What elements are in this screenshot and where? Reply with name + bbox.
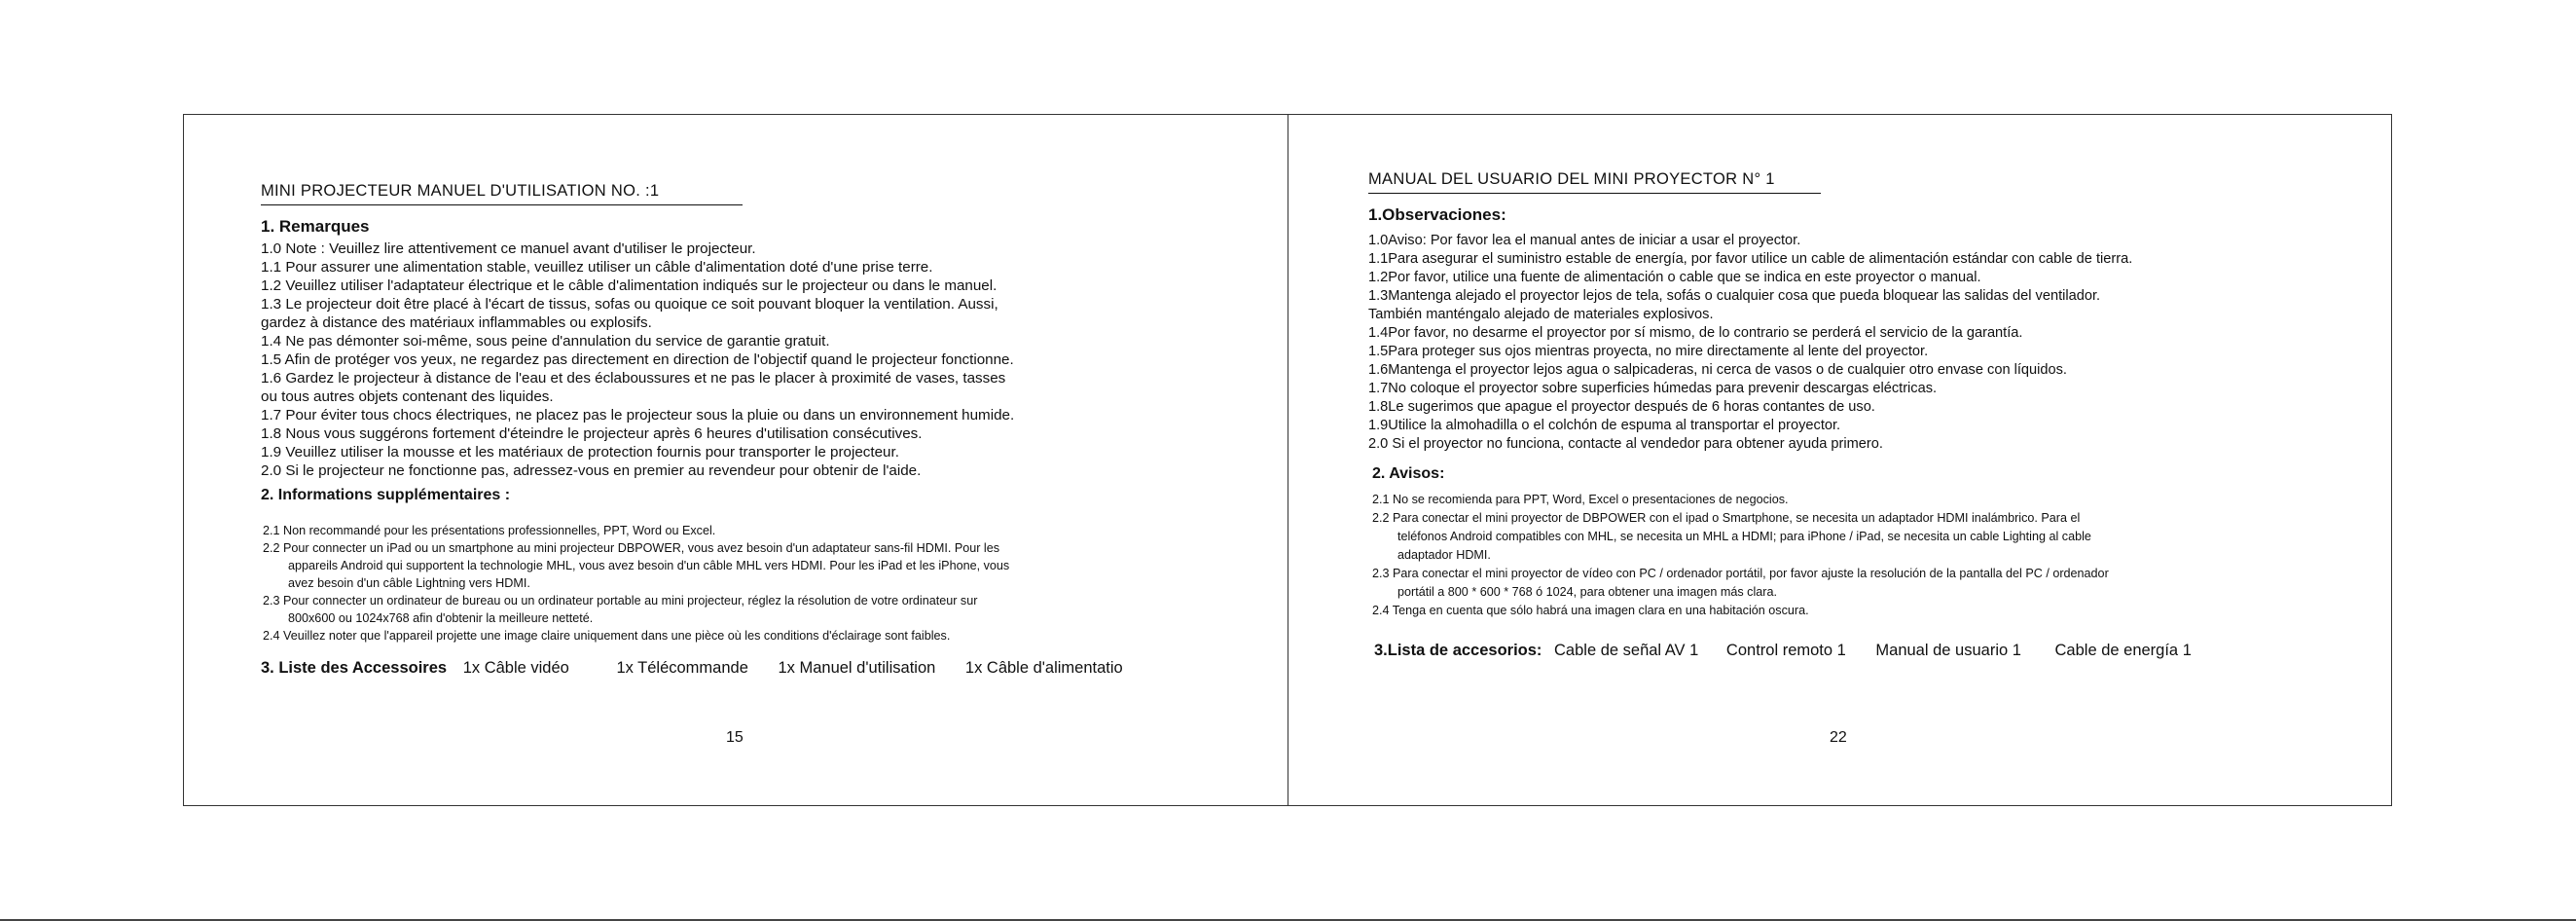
text-line: 1.1Para asegurar el suministro estable de energía, por favor utilice un cable de alimentación estándar con cable de tierra. [1368,251,2133,267]
text-line: 1.5Para proteger sus ojos mientras proyecta, no mire directamente al lente del proyector. [1368,344,1929,359]
accessory-item: Control remoto 1 [1725,642,1846,659]
section-heading: 2. Avisos: [1372,465,1445,482]
page-number: 15 [726,729,744,746]
text-line: 1.5 Afin de protéger vos yeux, ne regardez pas directement en direction de l'objectif quand le projecteur fonctionne. [261,351,1014,368]
text-line: 1.0 Note : Veuillez lire attentivement ce manuel avant d'utiliser le projecteur. [261,240,756,257]
text-line: ou tous autres objets contenant des liquides. [261,388,554,405]
text-line: 1.6Mantenga el proyector lejos agua o salpicaderas, ni cerca de vasos o de cualquier otro envase con líquidos. [1368,362,2067,378]
page-title: MINI PROJECTEUR MANUEL D'UTILISATION NO. :1 [261,182,743,205]
accessory-item: Manual de usuario 1 [1875,642,2021,659]
text-line: 1.4 Ne pas démonter soi-même, sous peine d'annulation du service de garantie gratuit. [261,333,830,350]
text-line: 1.7 Pour éviter tous chocs électriques, ne placez pas le projecteur sous la pluie ou dans un environnement humide. [261,407,1015,424]
text-line: 1.8 Nous vous suggérons fortement d'éteindre le projecteur après 6 heures d'utilisation consécutives. [261,425,923,442]
text-line: avez besoin d'un câble Lightning vers HDMI. [288,576,530,590]
accessories-list [261,659,1123,678]
accessory-item: 1x Manuel d'utilisation [778,659,936,677]
accessory-item: 1x Câble d'alimentatio [964,659,1123,677]
text-line: 1.2Por favor, utilice una fuente de alimentación o cable que se indica en este proyector o manual. [1368,270,1981,285]
text-line: 1.3 Le projecteur doit être placé à l'écart de tissus, sofas ou quoique ce soit pouvant bloquer la ventilation. Aussi, [261,296,998,313]
text-line: appareils Android qui supportent la technologie MHL, vous avez besoin d'un câble MHL vers HDMI. Pour les iPad et les iPhone, vous [288,559,1010,572]
text-line: 1.2 Veuillez utiliser l'adaptateur électrique et le câble d'alimentation indiqués sur le projecteur ou dans le manuel. [261,277,998,294]
text-line: adaptador HDMI. [1397,548,1491,562]
text-line: 1.9 Veuillez utiliser la mousse et les matériaux de protection fournis pour transporter le projecteur. [261,444,899,460]
text-line: 1.6 Gardez le projecteur à distance de l'eau et des éclaboussures et ne pas le placer à proximité de vases, tasses [261,370,1006,387]
text-line: teléfonos Android compatibles con MHL, se necesita un MHL a HDMI; para iPhone / iPad, se necesita un cable Lighting al cable [1397,530,2091,543]
page-number: 22 [1830,729,1847,746]
section-heading: 1.Observaciones: [1368,205,1506,224]
text-line: 2.4 Tenga en cuenta que sólo habrá una imagen clara en una habitación oscura. [1372,604,1809,617]
text-line: 1.0Aviso: Por favor lea el manual antes de iniciar a usar el proyector. [1368,233,1801,248]
section-heading: 2. Informations supplémentaires : [261,487,511,503]
section-heading: 1. Remarques [261,217,370,236]
text-line: portátil a 800 * 600 * 768 ó 1024, para obtener una imagen más clara. [1397,585,1777,599]
accessory-item: Cable de señal AV 1 [1554,642,1699,659]
text-line: gardez à distance des matériaux inflammables ou explosifs. [261,314,652,331]
text-line: 1.1 Pour assurer une alimentation stable, veuillez utiliser un câble d'alimentation doté d'une prise terre. [261,259,933,276]
section-heading: 3.Lista de accesorios: [1374,642,1542,659]
text-line: 2.4 Veuillez noter que l'appareil projette une image claire uniquement dans une pièce où les conditions d'éclairage sont faibles. [263,629,951,643]
section-heading: 3. Liste des Accessoires [261,659,448,677]
text-line: 2.0 Si el proyector no funciona, contacte al vendedor para obtener ayuda primero. [1368,436,1883,452]
text-line: 2.2 Para conectar el mini proyector de DBPOWER con el ipad o Smartphone, se necesita un adaptador HDMI inalámbrico. Para el [1372,511,2081,525]
text-line: 2.3 Para conectar el mini proyector de vídeo con PC / ordenador portátil, por favor ajuste la resolución de la pantalla del PC / ordenador [1372,567,2109,580]
page-title: MANUAL DEL USUARIO DEL MINI PROYECTOR N° 1 [1368,170,1821,194]
text-line: 2.1 No se recomienda para PPT, Word, Excel o presentaciones de negocios. [1372,493,1789,506]
accessory-item: 1x Télécommande [616,659,748,677]
text-line: 1.9Utilice la almohadilla o el colchón de espuma al transportar el proyector. [1368,418,1841,433]
accessories-list [1374,642,2192,660]
text-line: También manténgalo alejado de materiales explosivos. [1368,307,1714,322]
text-line: 1.4Por favor, no desarme el proyector por sí mismo, de lo contrario se perderá el servicio de la garantía. [1368,325,2023,341]
text-line: 800x600 ou 1024x768 afin d'obtenir la meilleure netteté. [288,611,594,625]
text-line: 2.0 Si le projecteur ne fonctionne pas, adressez-vous en premier au revendeur pour obtenir de l'aide. [261,462,922,479]
accessory-item: 1x Câble vidéo [462,659,569,677]
text-line: 2.2 Pour connecter un iPad ou un smartphone au mini projecteur DBPOWER, vous avez besoin d'un adaptateur sans-fil HDMI. Pour les [263,541,1000,555]
text-line: 1.7No coloque el proyector sobre superficies húmedas para prevenir descargas eléctricas. [1368,381,1938,396]
text-line: 2.1 Non recommandé pour les présentations professionnelles, PPT, Word ou Excel. [263,524,716,537]
text-line: 1.8Le sugerimos que apague el proyector después de 6 horas contantes de uso. [1368,399,1875,415]
text-line: 2.3 Pour connecter un ordinateur de bureau ou un ordinateur portable au mini projecteur, réglez la résolution de votre ordinateur sur [263,594,978,608]
accessory-item: Cable de energía 1 [2054,642,2192,659]
text-line: 1.3Mantenga alejado el proyector lejos de tela, sofás o cualquier cosa que pueda bloquear las salidas del ventilador. [1368,288,2101,304]
